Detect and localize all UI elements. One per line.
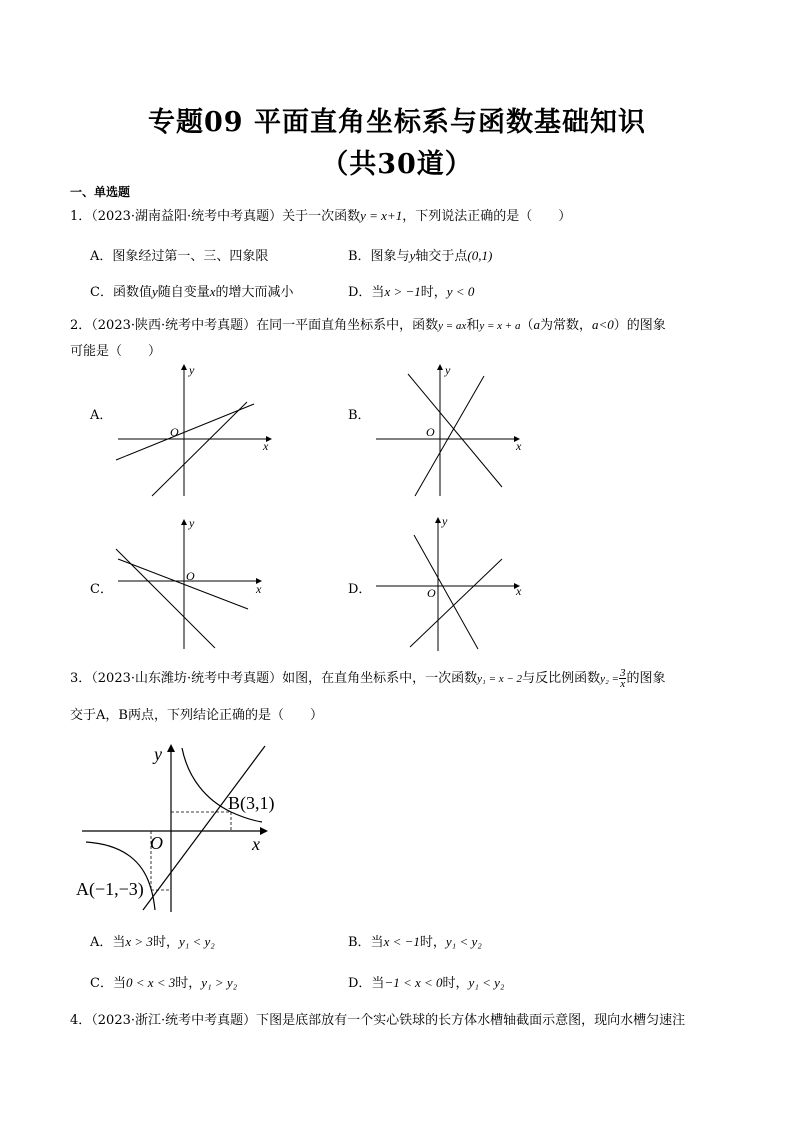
question-4-stem: 4．（2023·浙江·统考中考真题）下图是底部放有一个实心铁球的长方体水槽轴截面示意图，现向水槽匀速注 (70, 1013, 686, 1028)
y-axis-arrow (167, 744, 175, 752)
origin-label: O (427, 586, 436, 600)
q2-label-b: B． (348, 408, 371, 423)
q2-label-c: C． (90, 582, 113, 597)
origin-label: O (186, 569, 195, 583)
q1-formula: y = x+1 (360, 208, 403, 223)
q3-option-b (348, 931, 482, 950)
q3-optd-cond: −1 < x < 0 (384, 975, 443, 990)
q2-graph-c (112, 515, 282, 655)
question-1-stem (70, 208, 571, 225)
page-title: 专题09 平面直角坐标系与函数基础知识 (148, 107, 646, 138)
q2-suffix-a: （ (520, 318, 534, 333)
graph-line-1 (116, 404, 254, 460)
q1-option-c (90, 281, 294, 300)
q2-graph-b (370, 360, 540, 500)
q3-stem-prefix: 3．（2023·山东潍坊·统考中考真题）如图，在直角坐标系中，一次函数 (70, 671, 478, 686)
q1-optc-var2: x (209, 284, 216, 299)
section-heading: 一、单选题 (70, 185, 131, 199)
y-axis-arrow (181, 364, 187, 370)
y-axis-label: y (154, 744, 162, 764)
q1-stem-suffix: ，下列说法正确的是（ ） (402, 209, 572, 224)
q3-opta-cond: x > 3 (125, 934, 153, 949)
y-axis-label: y (442, 515, 448, 528)
graph-line-2 (410, 559, 502, 647)
q2-f2: y = x + a (479, 320, 521, 332)
q3-optb-text: B．当 (348, 935, 384, 950)
q1-optd-text: D．当 (348, 285, 385, 300)
graph-line-1 (408, 374, 502, 487)
q3-optb-res: y₁ < y₂ (445, 934, 482, 949)
q3-optc-res: y₁ > y₂ (201, 975, 238, 990)
q3-optc-text2: 时， (175, 976, 202, 991)
q3-option-c (90, 972, 237, 991)
q3-optd-text2: 时， (442, 976, 469, 991)
linear-function-line (143, 746, 265, 910)
y-axis-label: y (189, 363, 195, 377)
q1-optd-text2: 时， (420, 285, 447, 300)
q2-suffix-c: ）的图象 (613, 318, 666, 333)
q3-optb-text2: 时， (419, 935, 446, 950)
y-axis-label: y (445, 363, 451, 377)
q3-optc-text: C．当 (90, 976, 126, 991)
y-axis-label: y (189, 516, 195, 530)
origin-label: O (150, 833, 163, 853)
q1-option-d (348, 281, 474, 300)
q2-stem-prefix: 2．（2023·陕西·统考中考真题）在同一平面直角坐标系中，函数 (70, 318, 439, 333)
q2-f1: y = ax (438, 320, 467, 332)
q1-optc-text3: 的增大而减小 (215, 285, 294, 300)
q1-stem-prefix: 1．（2023·湖南益阳·统考中考真题）关于一次函数 (70, 209, 361, 224)
y-axis-arrow (435, 517, 441, 523)
point-a-label: A(−1,−3) (76, 879, 144, 899)
q2-label-a: A． (90, 408, 113, 423)
q2-label-d: D． (348, 582, 372, 597)
graph-line-1 (118, 559, 248, 609)
q3-opta-text2: 时， (152, 935, 179, 950)
q3-f1: y₁ = x − 2 (477, 673, 523, 685)
page-subtitle: （共30道） (321, 149, 473, 180)
q3-graph (76, 738, 296, 914)
x-axis-label: x (516, 584, 522, 598)
q3-opta-text: A．当 (90, 935, 126, 950)
graph-line-1 (414, 535, 478, 649)
graph-line-2 (116, 549, 215, 648)
question-3-stem (70, 666, 665, 692)
q1-option-b (348, 245, 492, 264)
q3-mid: 与反比例函数 (522, 671, 601, 686)
q3-opta-res: y₁ < y₂ (178, 934, 215, 949)
x-axis-label: x (252, 834, 260, 854)
q1-option-a: A．图象经过第一、三、四象限 (90, 249, 269, 264)
y-axis-arrow (181, 519, 187, 525)
q1-optd-res: y < 0 (446, 284, 475, 299)
origin-label: O (170, 425, 179, 439)
q3-f2-denominator: x (620, 678, 626, 690)
origin-label: O (426, 425, 435, 439)
q2-graph-d (370, 515, 540, 655)
hyperbola-branch-2 (86, 842, 155, 910)
q3-optd-res: y₁ < y₂ (468, 975, 505, 990)
q3-optb-cond: x < −1 (383, 934, 420, 949)
q3-stem-line2: 交于A，B两点，下列结论正确的是（ ） (70, 708, 323, 723)
question-2-stem (70, 317, 666, 334)
q1-optb-point: (0,1) (467, 248, 493, 263)
q1-optb-text2: 轴交于点 (415, 249, 468, 264)
q1-optd-cond: x > −1 (384, 284, 421, 299)
x-axis-label: x (516, 439, 522, 453)
q1-optb-var: y (409, 248, 416, 263)
q2-stem-line2: 可能是（ ） (70, 344, 162, 359)
q1-optb-text: B．图象与 (348, 249, 410, 264)
q1-optc-var1: y (151, 284, 158, 299)
graph-line-2 (152, 402, 247, 496)
q3-optc-cond: 0 < x < 3 (125, 975, 176, 990)
q2-a-var: a (533, 317, 540, 332)
q3-option-a (90, 931, 215, 950)
q1-optc-text: C．函数值 (90, 285, 152, 300)
q2-suffix-b: 为常数， (539, 318, 592, 333)
q3-option-d (348, 972, 504, 991)
x-axis-arrow (260, 827, 268, 835)
q3-f2-lhs: y₂ = (600, 673, 619, 685)
y-axis-arrow (437, 364, 443, 370)
q3-stem-suffix: 的图象 (626, 671, 666, 686)
q3-optd-text: D．当 (348, 976, 385, 991)
point-b-label: B(3,1) (228, 793, 275, 813)
q2-cond: a<0 (591, 317, 614, 332)
q2-graph-a (112, 360, 282, 500)
q2-and: 和 (466, 318, 480, 333)
x-axis-label: x (256, 582, 262, 596)
q3-f2-numerator: 3 (619, 667, 626, 679)
x-axis-label: x (263, 439, 269, 453)
q1-optc-text2: 随自变量 (157, 285, 210, 300)
